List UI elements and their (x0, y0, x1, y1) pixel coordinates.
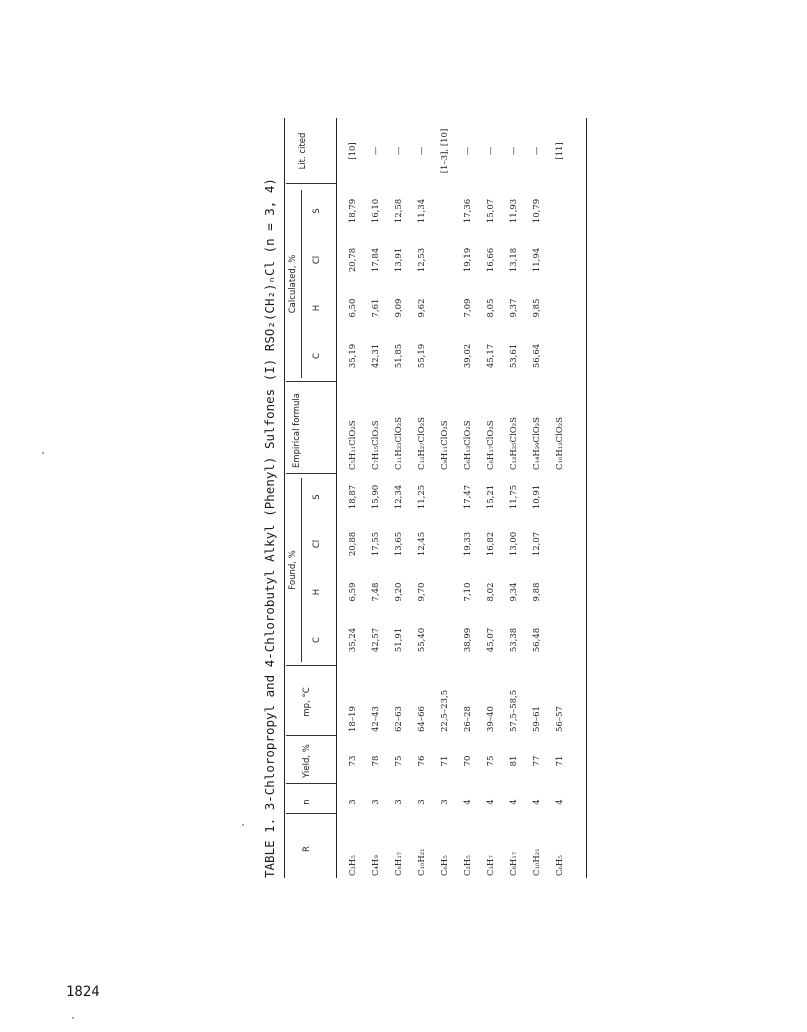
table-cell-calc-c: 55,19 (417, 343, 427, 369)
table-cell-calc-cl: 17,84 (371, 247, 381, 273)
header-r: R (302, 846, 312, 852)
table-cell-n: 4 (463, 799, 473, 805)
table-cell-r: C₃H₇ (486, 855, 496, 876)
header-divider (286, 473, 336, 474)
table-cell-calc-c: 53,61 (509, 343, 519, 369)
table-cell-r: C₈H₁₇ (394, 851, 404, 876)
table-caption: TABLE 1. 3-Chloropropyl and 4-Chlorobutyl Alkyl (Phenyl) Sulfones (I) RSO₂(CH₂)ₙCl (n = 3, 4) (262, 178, 277, 878)
header-found-bar (301, 478, 302, 662)
table-cell-found-c: 53,38 (509, 627, 519, 653)
table-cell-found-h: 7,48 (371, 582, 381, 602)
table-cell-lit: [11] (555, 142, 565, 160)
table-cell-lit: — (463, 146, 473, 156)
table-cell-found-c: 35,24 (348, 627, 358, 653)
table-cell-r: C₆H₅ (555, 855, 565, 876)
table-cell-calc-s: 18,79 (348, 198, 358, 224)
table-cell-mp: 64–66 (417, 706, 427, 732)
table-cell-n: 4 (555, 799, 565, 805)
table-cell-n: 4 (486, 799, 496, 805)
table-cell-calc-h: 8,05 (486, 298, 496, 318)
table-cell-mp: 18–19 (348, 706, 358, 732)
header-calc-s: S (312, 208, 322, 214)
scan-speck (42, 452, 44, 454)
table-cell-formula: C₁₂H₂₅ClO₂S (509, 417, 519, 470)
table-cell-mp: 57,5–58,5 (509, 689, 519, 732)
table-cell-lit: — (394, 146, 404, 156)
header-found-cl: Cl (312, 539, 322, 549)
table-cell-yield: 73 (348, 755, 358, 767)
table-cell-lit: — (371, 146, 381, 156)
scan-speck (242, 824, 244, 826)
table-cell-yield: 71 (440, 755, 450, 767)
table-cell-calc-s: 17,36 (463, 198, 473, 224)
table-cell-formula: C₉H₁₁ClO₂S (440, 420, 450, 470)
header-found-h: H (312, 588, 322, 596)
table-cell-calc-c: 42,31 (371, 343, 381, 369)
table-cell-calc-cl (553, 236, 568, 284)
table-cell-r: C₆H₅ (440, 855, 450, 876)
header-calc-h: H (312, 304, 322, 312)
table-cell-n: 3 (440, 799, 450, 805)
table-cell-yield: 75 (394, 755, 404, 767)
header-lit-cited: Lit. cited (298, 132, 308, 170)
header-mp: mp, °C (302, 687, 312, 717)
rotated-table (262, 118, 590, 878)
table-cell-found-h: 9,34 (509, 582, 519, 602)
table-cell-calc-h: 9,09 (394, 298, 404, 318)
table-cell-calc-cl: 13,91 (394, 247, 404, 273)
header-calculated: Calculated, % (288, 254, 298, 314)
table-cell-found-c: 56,48 (532, 627, 542, 653)
table-cell-found-c: 55,40 (417, 627, 427, 653)
table-cell-mp: 59–61 (532, 706, 542, 732)
table-cell-found-s: 12,34 (394, 484, 404, 510)
table-cell-calc-s (553, 186, 568, 236)
table-cell-calc-h: 7,09 (463, 298, 473, 318)
table-top-rule (284, 118, 285, 878)
table-cell-lit: — (532, 146, 542, 156)
table-cell-found-cl: 17,55 (371, 531, 381, 557)
table-cell-calc-h: 9,85 (532, 298, 542, 318)
table-cell-yield: 75 (486, 755, 496, 767)
table-bottom-rule (586, 118, 587, 878)
table-cell-found-c: 51,91 (394, 627, 404, 653)
table-cell-found-cl: 16,82 (486, 531, 496, 557)
table-cell-r: C₈H₁₇ (509, 851, 519, 876)
table-cell-lit: [1–3], [10] (440, 128, 450, 174)
table-cell-calc-cl: 20,78 (348, 247, 358, 273)
table-cell-yield: 71 (555, 755, 565, 767)
table-cell-n: 3 (394, 799, 404, 805)
table-cell-formula: C₁₄H₂₉ClO₂S (532, 417, 542, 470)
page-number: 1824 (66, 984, 100, 1000)
table-cell-n: 3 (417, 799, 427, 805)
table-cell-n: 3 (371, 799, 381, 805)
table-cell-r: C₂H₅ (463, 855, 473, 876)
table-cell-found-h (438, 568, 453, 616)
table-cell-mp: 62–63 (394, 706, 404, 732)
table-cell-calc-c: 45,17 (486, 343, 496, 369)
table-cell-found-h: 8,02 (486, 582, 496, 602)
table-cell-calc-s: 16,10 (371, 198, 381, 224)
table-cell-found-cl: 19,33 (463, 531, 473, 557)
header-empirical-formula: Empirical formula (292, 393, 302, 468)
table-cell-r: C₁₀H₂₁ (417, 848, 427, 876)
table-cell-n: 3 (348, 799, 358, 805)
header-calc-cl: Cl (312, 255, 322, 265)
table-cell-calc-h: 9,62 (417, 298, 427, 318)
table-cell-r: C₄H₉ (371, 855, 381, 876)
table-cell-found-c: 38,99 (463, 627, 473, 653)
table-cell-calc-cl: 11,94 (532, 247, 542, 273)
table-cell-calc-cl: 12,53 (417, 247, 427, 273)
table-cell-found-cl (553, 520, 568, 568)
table-cell-lit: — (486, 146, 496, 156)
header-calc-c: C (312, 353, 322, 359)
table-cell-formula: C₅H₁₁ClO₂S (348, 420, 358, 470)
table-cell-calc-c (438, 332, 453, 380)
table-cell-found-c: 42,57 (371, 627, 381, 653)
table-cell-found-cl (438, 520, 453, 568)
header-calculated-bar (301, 190, 302, 378)
table-cell-formula: C₁₁H₂₃ClO₂S (394, 417, 404, 470)
table-cell-calc-h: 7,61 (371, 298, 381, 318)
table-cell-calc-c: 39,02 (463, 343, 473, 369)
table-cell-calc-c: 51,85 (394, 343, 404, 369)
table-cell-r: C₁₀H₂₁ (532, 848, 542, 876)
table-cell-lit: — (417, 146, 427, 156)
table-cell-found-h: 9,20 (394, 582, 404, 602)
table-cell-calc-c (553, 332, 568, 380)
table-cell-found-cl: 13,00 (509, 531, 519, 557)
table-cell-found-c: 45,07 (486, 627, 496, 653)
table-cell-found-h: 9,88 (532, 582, 542, 602)
table-cell-yield: 70 (463, 755, 473, 767)
table-cell-calc-h: 9,37 (509, 298, 519, 318)
table-cell-found-s: 18,87 (348, 484, 358, 510)
table-cell-calc-h (438, 284, 453, 332)
table-cell-mp: 56–57 (555, 706, 565, 732)
table-cell-formula: C₆H₁₃ClO₂S (463, 420, 473, 470)
table-cell-mp: 42–43 (371, 706, 381, 732)
table-cell-calc-s: 11,34 (417, 198, 427, 224)
table-cell-found-s (438, 474, 453, 520)
table-cell-found-cl: 13,65 (394, 531, 404, 557)
table-cell-calc-s: 12,58 (394, 198, 404, 224)
table-cell-found-s: 10,91 (532, 484, 542, 510)
table-cell-found-h (553, 568, 568, 616)
table-cell-found-s: 11,25 (417, 484, 427, 510)
table-cell-found-c (438, 616, 453, 664)
table-cell-calc-s (438, 186, 453, 236)
table-cell-found-h: 9,70 (417, 582, 427, 602)
table-cell-mp: 22,5–23,5 (440, 689, 450, 732)
table-cell-calc-cl (438, 236, 453, 284)
table-cell-yield: 81 (509, 755, 519, 767)
header-found: Found, % (288, 550, 298, 590)
table-cell-calc-h: 6,50 (348, 298, 358, 318)
table-cell-calc-s: 15,07 (486, 198, 496, 224)
table-cell-found-s: 17,47 (463, 484, 473, 510)
table-cell-calc-cl: 19,19 (463, 247, 473, 273)
table-cell-formula: C₇H₁₅ClO₂S (371, 420, 381, 470)
table-cell-calc-h (553, 284, 568, 332)
scan-speck (72, 1017, 74, 1019)
header-found-c: C (312, 637, 322, 643)
table-cell-calc-s: 10,79 (532, 198, 542, 224)
table-cell-found-cl: 20,88 (348, 531, 358, 557)
table-cell-found-h: 6,59 (348, 582, 358, 602)
table-cell-found-cl: 12,45 (417, 531, 427, 557)
table-cell-formula: C₈H₁₇ClO₂S (486, 420, 496, 470)
table-cell-mp: 26–28 (463, 706, 473, 732)
table-cell-formula: C₁₃H₂₇ClO₂S (417, 417, 427, 470)
table-cell-found-h: 7,10 (463, 582, 473, 602)
table-cell-yield: 77 (532, 755, 542, 767)
table-cell-calc-cl: 16,66 (486, 247, 496, 273)
table-cell-found-c (553, 616, 568, 664)
table-cell-yield: 78 (371, 755, 381, 767)
header-yield: Yield, % (302, 744, 312, 778)
table-cell-found-s: 11,75 (509, 484, 519, 510)
table-cell-yield: 76 (417, 755, 427, 767)
table-cell-formula: C₁₀H₁₃ClO₂S (555, 417, 565, 470)
table-cell-mp: 39–40 (486, 706, 496, 732)
table-cell-calc-c: 56,64 (532, 343, 542, 369)
table-cell-found-s: 15,90 (371, 484, 381, 510)
table-cell-calc-c: 35,19 (348, 343, 358, 369)
table-cell-lit: — (509, 146, 519, 156)
table-cell-n: 4 (532, 799, 542, 805)
header-divider (286, 183, 336, 184)
table-cell-lit: [10] (348, 142, 358, 160)
header-found-s: S (312, 494, 322, 500)
table-header-rule (336, 118, 337, 878)
table-cell-calc-s: 11,93 (509, 198, 519, 224)
table-cell-n: 4 (509, 799, 519, 805)
header-n: n (302, 799, 312, 805)
table-cell-r: C₂H₅ (348, 855, 358, 876)
table-cell-found-s: 15,21 (486, 484, 496, 510)
table-cell-calc-cl: 13,18 (509, 247, 519, 273)
table-cell-found-s (553, 474, 568, 520)
table-cell-found-cl: 12,07 (532, 531, 542, 557)
